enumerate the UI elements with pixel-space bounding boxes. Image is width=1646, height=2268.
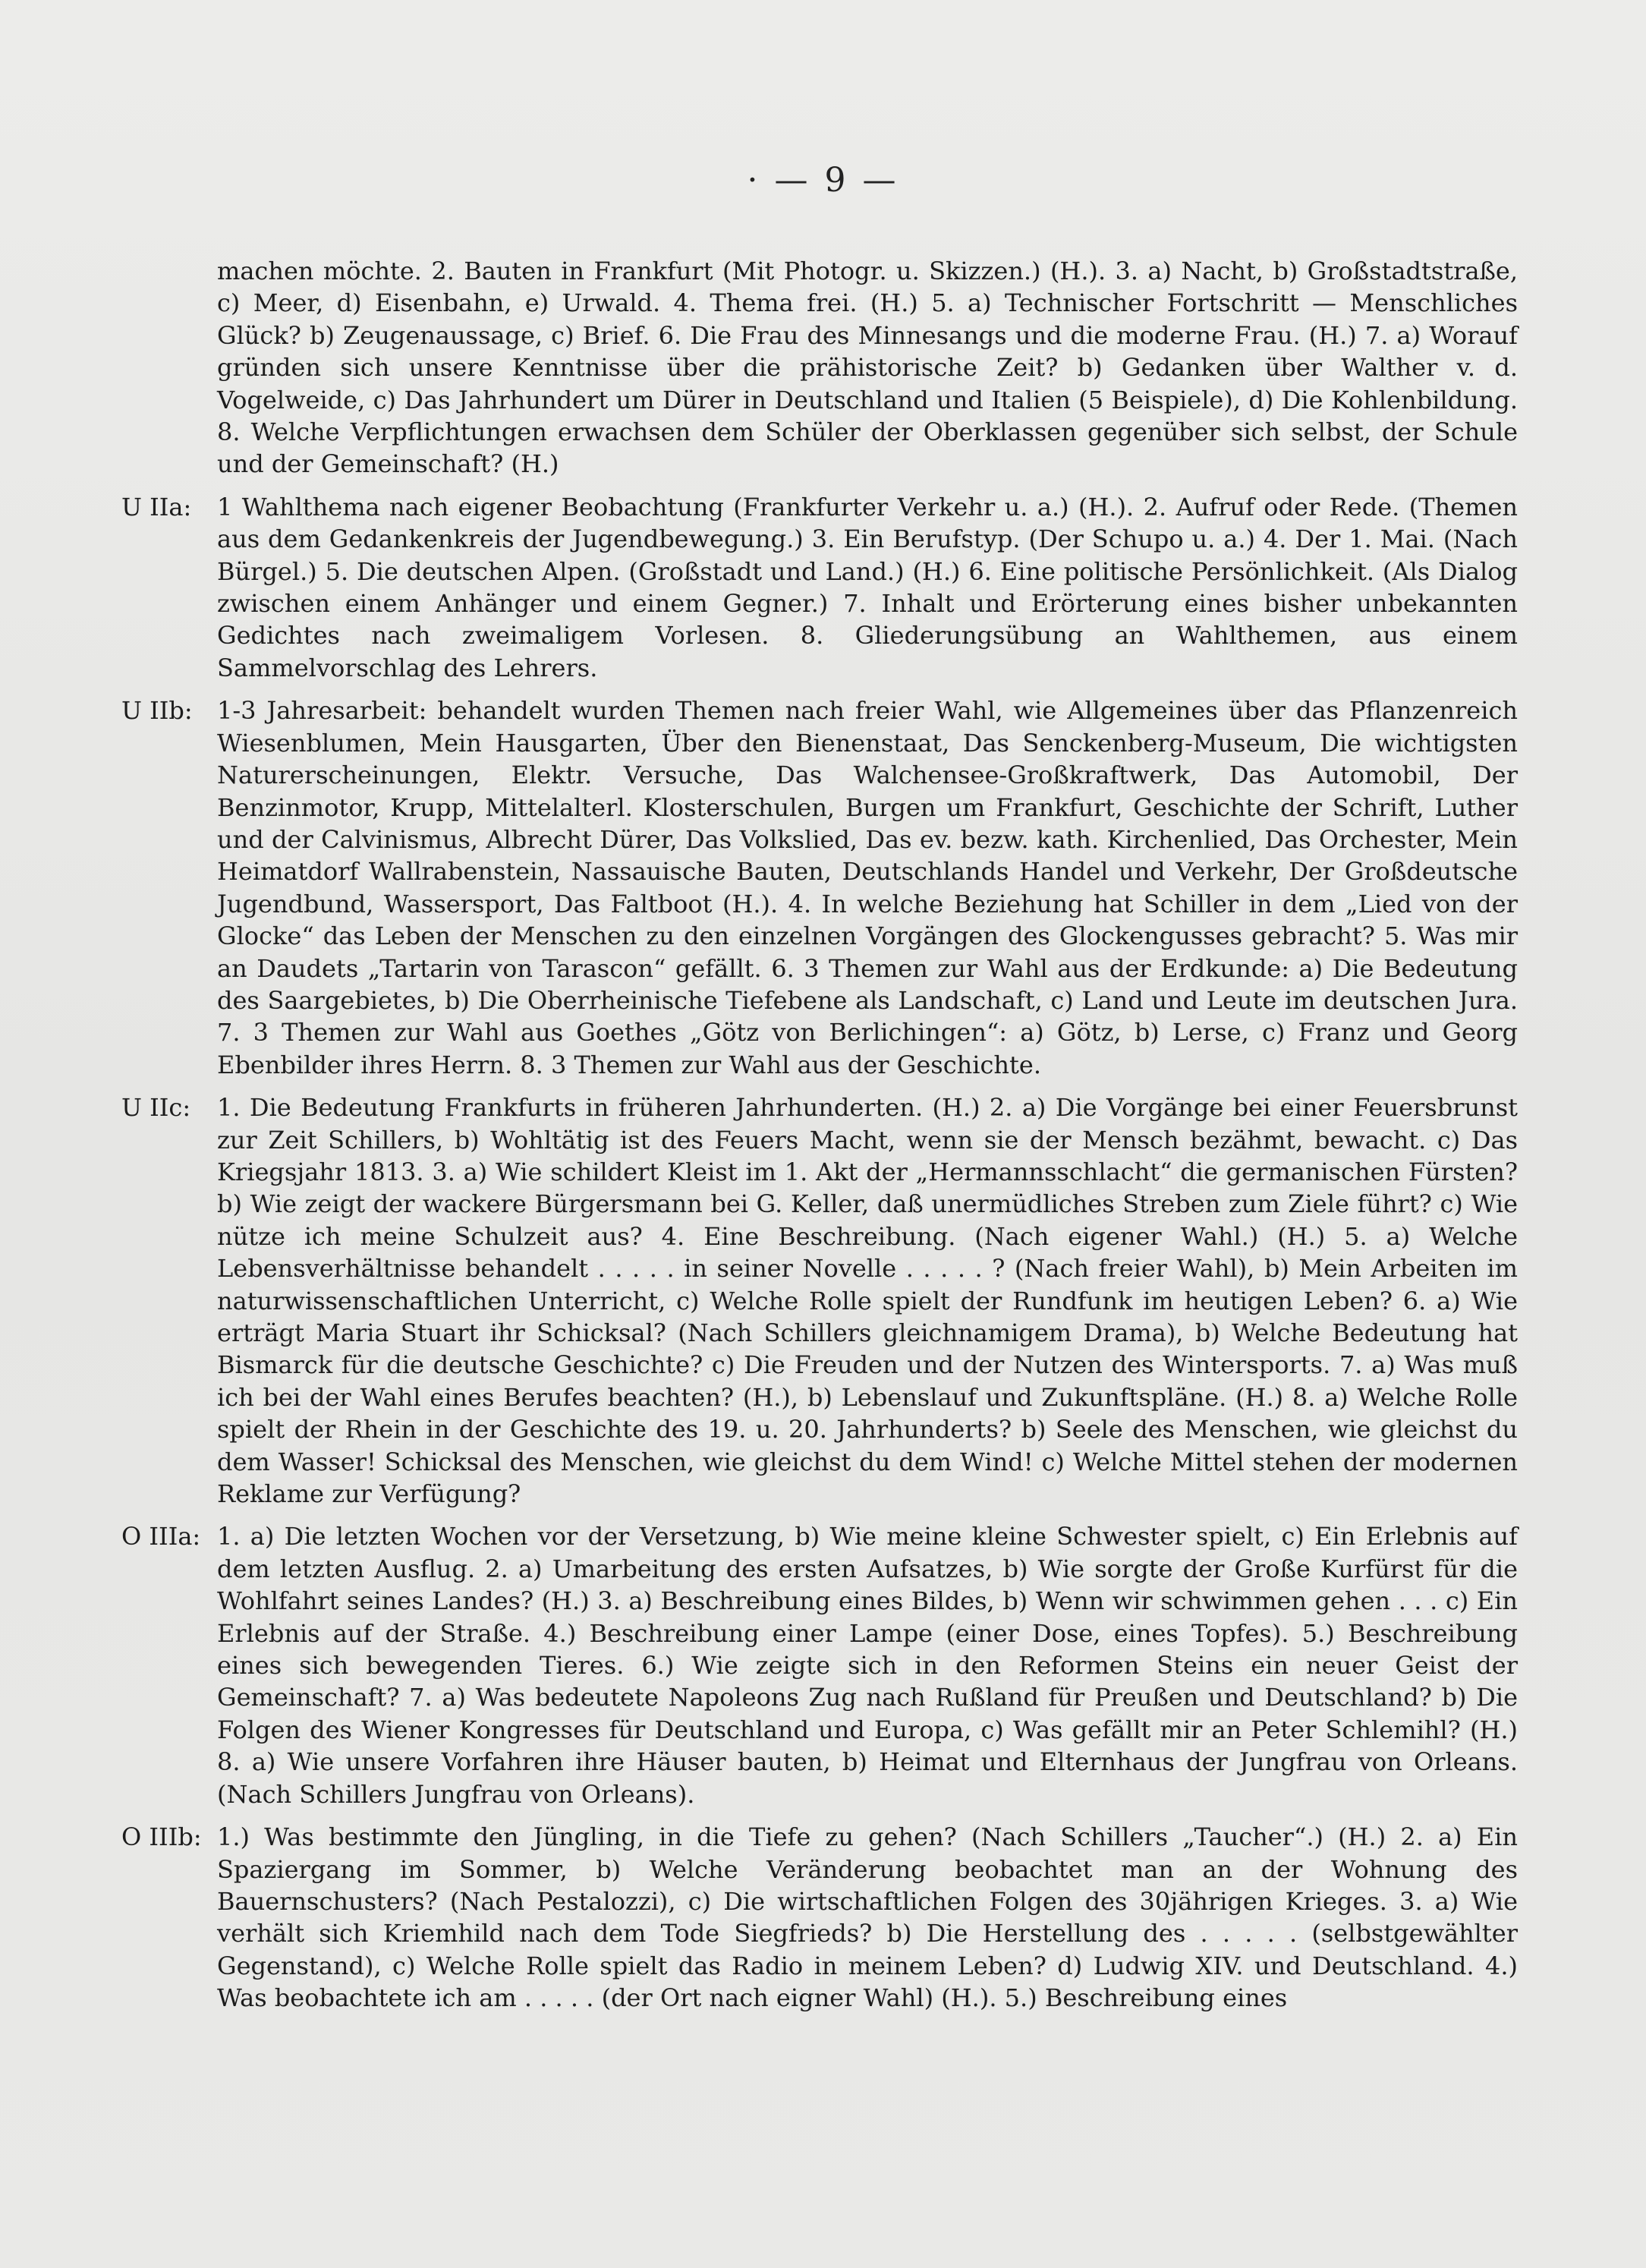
section-label: U IIb: xyxy=(121,696,193,726)
section-text: 1 Wahlthema nach eigener Beobachtung (Frankfurter Verkehr u. a.) (H.). 2. Aufruf oder Rede. (Themen aus dem Gedankenkreis der Jugendbewegung.) 3. Ein Berufstyp. (Der Schupo u. a.) 4. Der 1. Mai. (Nach Bürgel.) 5. Die deutschen Alpen. (Großstadt und Land.) (H.) 6. Eine politische Persönlichkeit. (Als Dialog zwischen einem Anhänger und einem Gegner.) 7. Inhalt und Erörterung eines bisher unbekannten Gedichtes nach zweimaligem Vorlesen. 8. Gliederungsübung an Wahlthemen, aus einem Sammelvorschlag des Lehrers. xyxy=(217,492,1518,682)
page-number: · — 9 — xyxy=(747,161,899,200)
section-o-iiib xyxy=(121,1821,1518,2014)
section-label: O IIIb: xyxy=(121,1822,202,1852)
section-u-iia xyxy=(121,491,1518,684)
section-text: 1. Die Bedeutung Frankfurts in früheren Jahrhunderten. (H.) 2. a) Die Vorgänge bei einer Feuersbrunst zur Zeit Schillers, b) Wohltätig ist des Feuers Macht, wenn sie der Mensch bezähmt, bewacht. c) Das Kriegsjahr 1813. 3. a) Wie schildert Kleist im 1. Akt der „Hermannsschlacht“ die germanischen Fürsten? b) Wie zeigt der wackere Bürgersmann bei G. Keller, daß unermüdliches Streben zum Ziele führt? c) Wie nütze ich meine Schulzeit aus? 4. Eine Beschreibung. (Nach eigener Wahl.) (H.) 5. a) Welche Lebensverhältnisse behandelt . . . . . in seiner Novelle . . . . . ? (Nach freier Wahl), b) Mein Arbeiten im naturwissenschaftlichen Unterricht, c) Welche Rolle spielt der Rundfunk im heutigen Leben? 6. a) Wie erträgt Maria Stuart ihr Schicksal? (Nach Schillers gleichnamigem Drama), b) Welche Bedeutung hat Bismarck für die deutsche Geschichte? c) Die Freuden und der Nutzen des Wintersports. 7. a) Was muß ich bei der Wahl eines Berufes beachten? (H.), b) Lebenslauf und Zukunftspläne. (H.) 8. a) Welche Rolle spielt der Rhein in der Geschichte des 19. u. 20. Jahrhunderts? b) Seele des Menschen, wie gleichst du dem Wasser! Schicksal des Menschen, wie gleichst du dem Wind! c) Welche Mittel stehen der modernen Reklame zur Verfügung? xyxy=(217,1093,1518,1509)
document-body xyxy=(121,255,1518,2025)
intro-paragraph: machen möchte. 2. Bauten in Frankfurt (Mit Photogr. u. Skizzen.) (H.). 3. a) Nacht, b) Großstadtstraße, c) Meer, d) Eisenbahn, e) Urwald. 4. Thema frei. (H.) 5. a) Technischer Fortschritt — Menschliches Glück? b) Zeugenaussage, c) Brief. 6. Die Frau des Minnesangs und die moderne Frau. (H.) 7. a) Worauf gründen sich unsere Kenntnisse über die prähistorische Zeit? b) Gedanken über Walther v. d. Vogelweide, c) Das Jahrhundert um Dürer in Deutschland und Italien (5 Beispiele), d) Die Kohlenbildung. 8. Welche Verpflichtungen erwachsen dem Schüler der Oberklassen gegenüber sich selbst, der Schule und der Gemeinschaft? (H.) xyxy=(217,257,1518,479)
section-label: U IIc: xyxy=(121,1093,191,1123)
section-o-iiia xyxy=(121,1520,1518,1810)
section-u-iic xyxy=(121,1091,1518,1510)
section-text: 1. a) Die letzten Wochen vor der Versetzung, b) Wie meine kleine Schwester spielt, c) Ein Erlebnis auf dem letzten Ausflug. 2. a) Umarbeitung des ersten Aufsatzes, b) Wie sorgte der Große Kurfürst für die Wohlfahrt seines Landes? (H.) 3. a) Beschreibung eines Bildes, b) Wenn wir schwimmen gehen . . . c) Ein Erlebnis auf der Straße. 4.) Beschreibung einer Lampe (einer Dose, eines Topfes). 5.) Beschreibung eines sich bewegenden Tieres. 6.) Wie zeigte sich in den Reformen Steins ein neuer Geist der Gemeinschaft? 7. a) Was bedeutete Napoleons Zug nach Rußland für Preußen und Deutschland? b) Die Folgen des Wiener Kongresses für Deutschland und Europa, c) Was gefällt mir an Peter Schlemihl? (H.) 8. a) Wie unsere Vorfahren ihre Häuser bauten, b) Heimat und Elternhaus der Jungfrau von Orleans. (Nach Schillers Jungfrau von Orleans). xyxy=(217,1522,1518,1809)
section-label: O IIIa: xyxy=(121,1522,201,1551)
section-text: 1-3 Jahresarbeit: behandelt wurden Themen nach freier Wahl, wie Allgemeines über das Pflanzenreich Wiesenblumen, Mein Hausgarten, Über den Bienenstaat, Das Senckenberg-Museum, Die wichtigsten Naturerscheinungen, Elektr. Versuche, Das Walchensee-Großkraftwerk, Das Automobil, Der Benzinmotor, Krupp, Mittelalterl. Klosterschulen, Burgen um Frankfurt, Geschichte der Schrift, Luther und der Calvinismus, Albrecht Dürer, Das Volkslied, Das ev. bezw. kath. Kirchenlied, Das Orchester, Mein Heimatdorf Wallrabenstein, Nassauische Bauten, Deutschlands Handel und Verkehr, Der Großdeutsche Jugendbund, Wassersport, Das Faltboot (H.). 4. In welche Beziehung hat Schiller in dem „Lied von der Glocke“ das Leben der Menschen zu den einzelnen Vorgängen des Glockengusses gebracht? 5. Was mir an Daudets „Tartarin von Tarascon“ gefällt. 6. 3 Themen zur Wahl aus der Erdkunde: a) Die Bedeutung des Saargebietes, b) Die Oberrheinische Tiefebene als Landschaft, c) Land und Leute im deutschen Jura. 7. 3 Themen zur Wahl aus Goethes „Götz von Berlichingen“: a) Götz, b) Lerse, c) Franz und Georg Ebenbilder ihres Herrn. 8. 3 Themen zur Wahl aus der Geschichte. xyxy=(217,696,1518,1079)
section-u-iib xyxy=(121,695,1518,1081)
section-text: 1.) Was bestimmte den Jüngling, in die Tiefe zu gehen? (Nach Schillers „Taucher“.) (H.) 2. a) Ein Spaziergang im Sommer, b) Welche Veränderung beobachtet man an der Wohnung des Bauernschusters? (Nach Pestalozzi), c) Die wirtschaftlichen Folgen des 30jährigen Krieges. 3. a) Wie verhält sich Kriemhild nach dem Tode Siegfrieds? b) Die Herstellung des . . . . . (selbstgewählter Gegenstand), c) Welche Rolle spielt das Radio in meinem Leben? d) Ludwig XIV. und Deutschland. 4.) Was beobachtete ich am . . . . . (der Ort nach eigner Wahl) (H.). 5.) Beschreibung eines xyxy=(217,1822,1518,2013)
section-label: U IIa: xyxy=(121,492,192,521)
